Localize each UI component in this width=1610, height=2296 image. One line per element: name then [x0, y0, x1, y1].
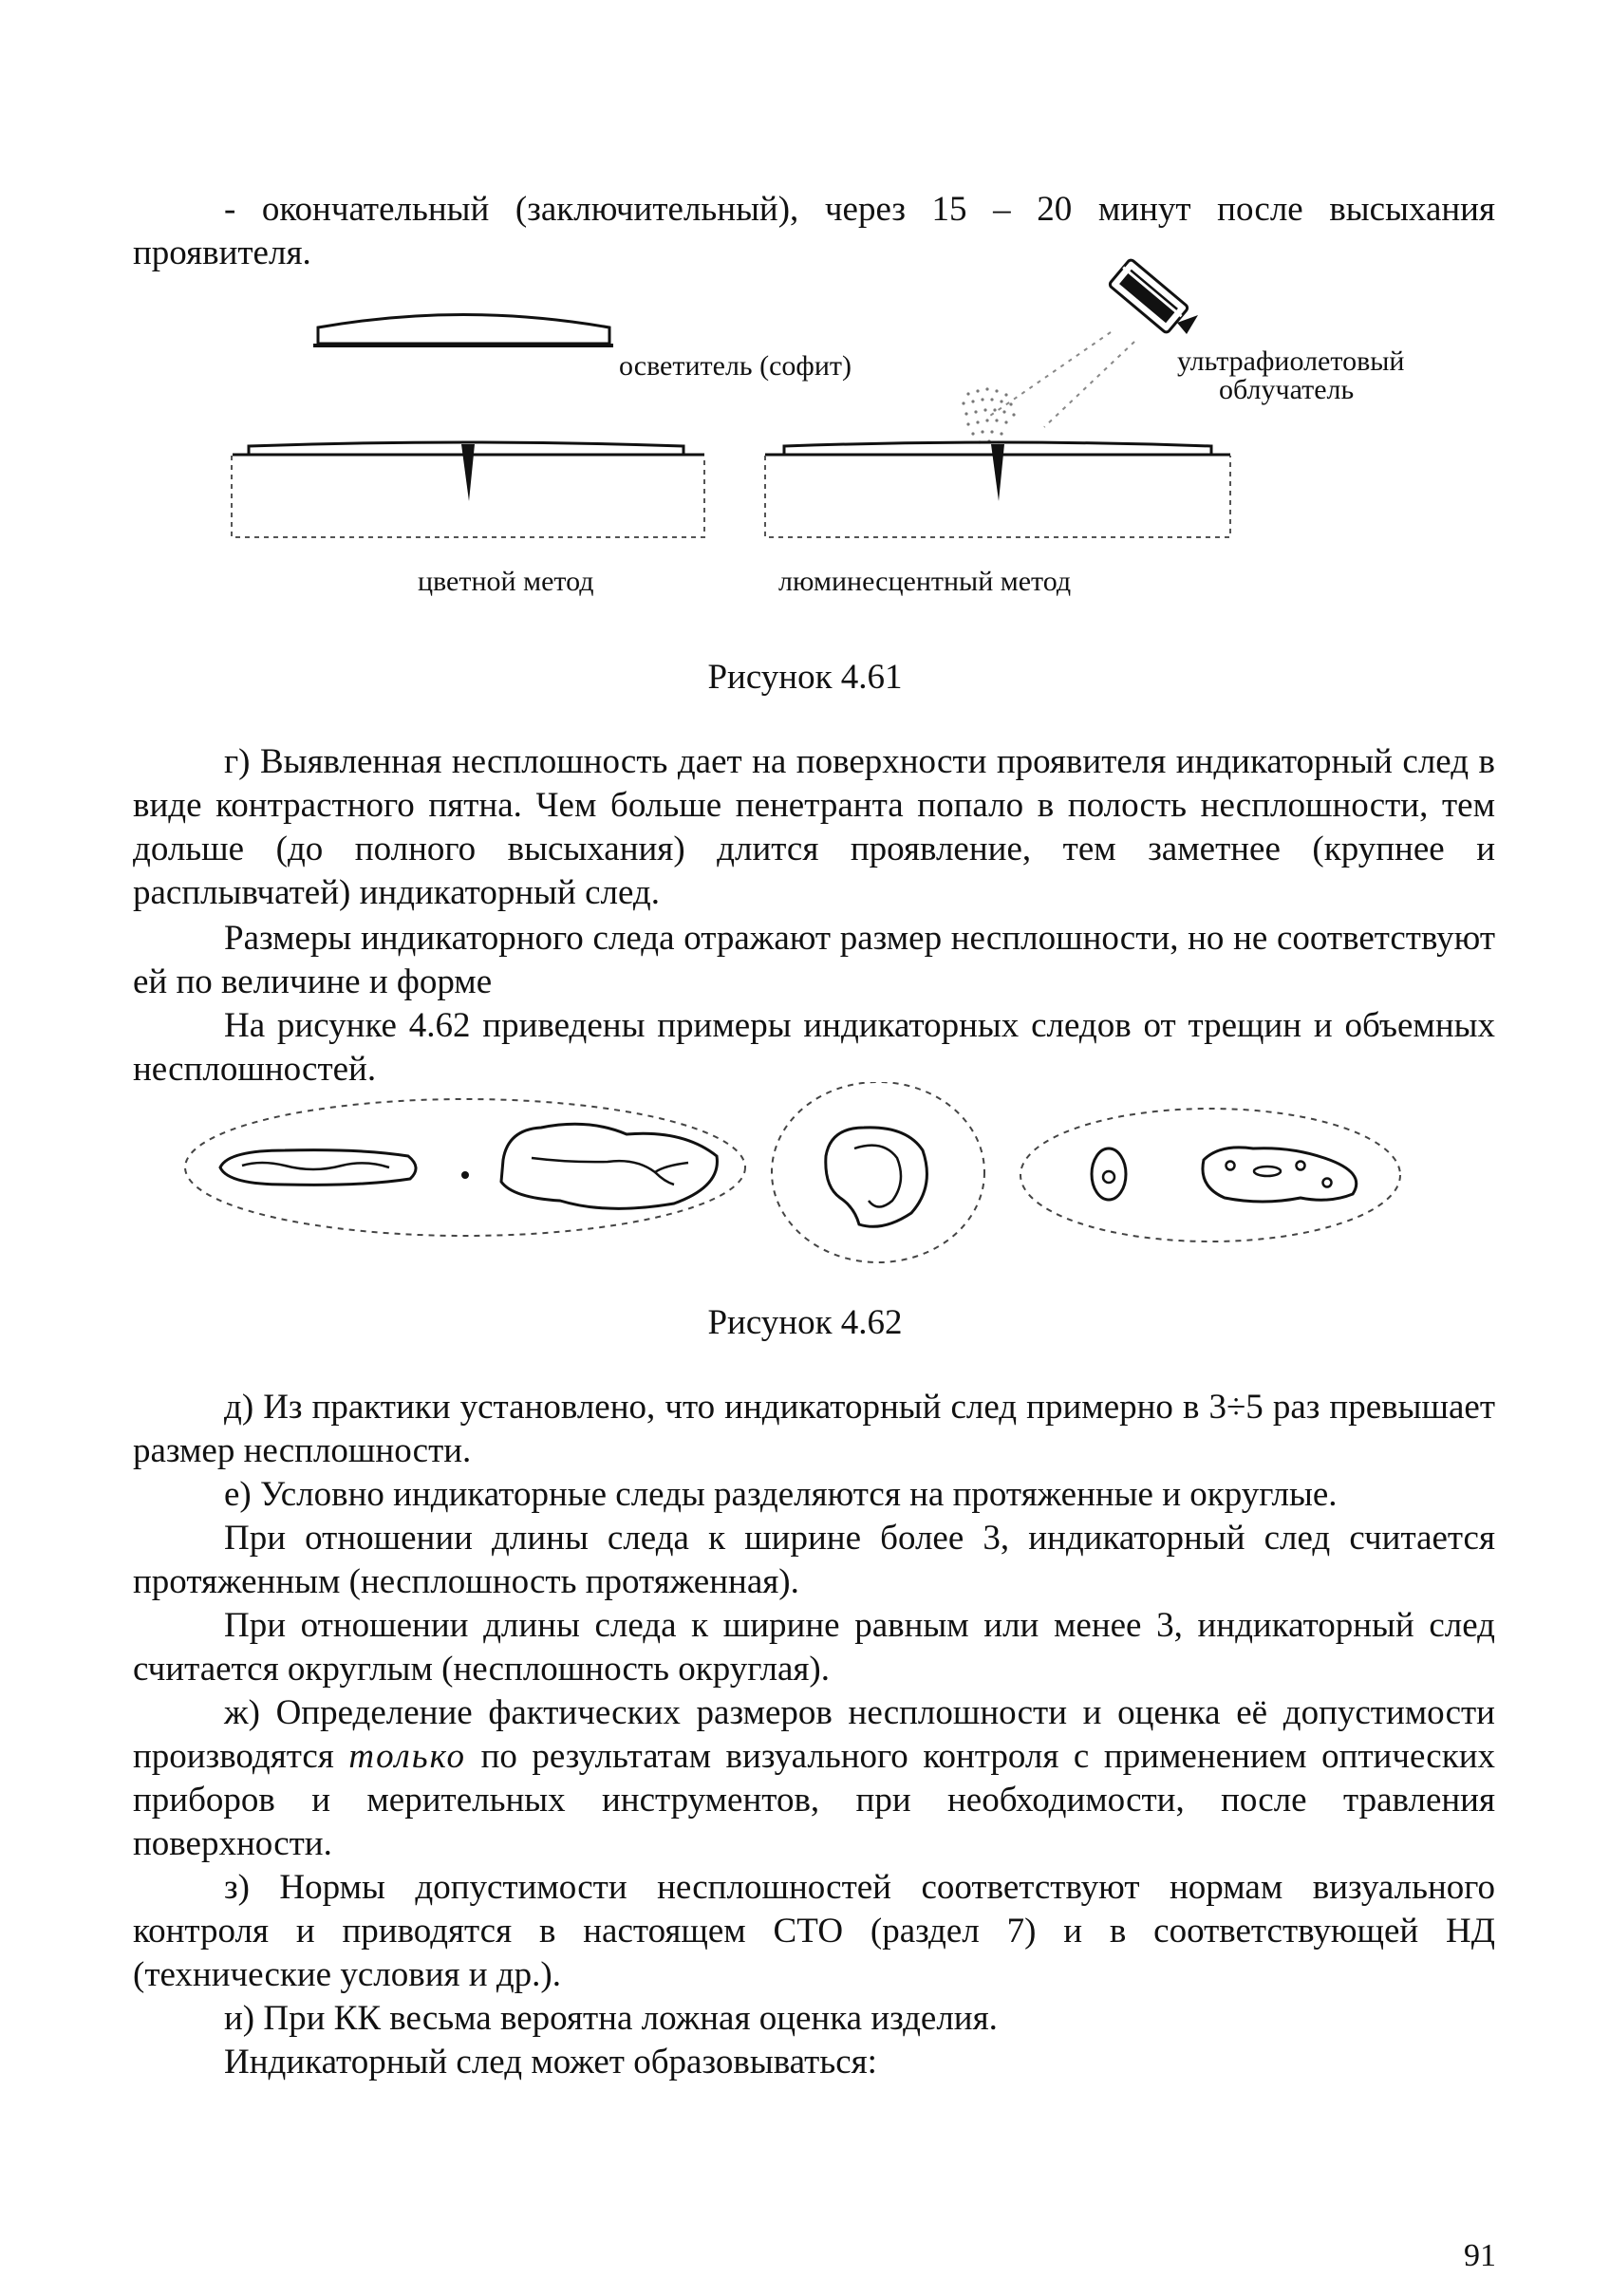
crack-trace-2	[501, 1124, 717, 1208]
paragraph-zh-start: ж) Определение фактических размеров несплошности и оценка её допустимости производятся	[133, 1693, 1495, 1776]
paragraph-zh	[133, 1691, 1495, 1866]
label-uv-1: ультрафиолетовый	[1177, 345, 1405, 377]
label-light: осветитель (софит)	[619, 350, 852, 382]
paragraph-sizes: Размеры индикаторного следа отражают размер несплошности, но не соответствуют ей по величине и форме	[133, 919, 1495, 1001]
label-uv-2: облучатель	[1219, 374, 1355, 405]
paragraph-long: При отношении длины следа к ширине более 3, индикаторный след считается протяженным (несплошность протяженная).	[133, 1519, 1495, 1601]
trace-group-single	[772, 1082, 984, 1262]
paragraph-round: При отношении длины следа к ширине равным или менее 3, индикаторный след считается округлым (несплошность округлая).	[133, 1606, 1495, 1689]
soffit-lamp-icon	[313, 315, 613, 346]
specimen-luminescent-method	[765, 442, 1230, 537]
uv-glow-dots	[962, 387, 1015, 443]
round-trace-1	[826, 1128, 927, 1226]
trace-group-elongated	[185, 1099, 745, 1236]
paragraph-zh-emphasis: только	[348, 1737, 467, 1776]
specimen-color-method	[232, 442, 704, 537]
paragraph-g: г) Выявленная несплошность дает на поверхности проявителя индикаторный след в виде контрастного пятна. Чем больше пенетранта попало в полость несплошности, тем дольше (до полного высыхания) длится проявление, тем заметнее (крупнее и расплывчатей) индикаторный след.	[133, 742, 1495, 912]
trace-group-round	[1020, 1109, 1400, 1241]
paragraph-fig-ref: На рисунке 4.62 приведены примеры индикаторных следов от трещин и объемных несплошностей.	[133, 1006, 1495, 1089]
paragraph-i: и) При КК весьма вероятна ложная оценка изделия.	[224, 1999, 998, 2038]
figure-4-62-caption: Рисунок 4.62	[707, 1303, 903, 1342]
page-number: 91	[1464, 2238, 1496, 2273]
label-lum-method: люминесцентный метод	[778, 566, 1072, 597]
paragraph-z: з) Нормы допустимости несплошностей соответствуют нормам визуального контроля и приводятся в настоящем СТО (раздел 7) и в соответствующей НД (технические условия и др.).	[133, 1868, 1495, 1994]
paragraph-e: е) Условно индикаторные следы разделяются на протяженные и округлые.	[224, 1475, 1338, 1514]
figure-4-61	[0, 247, 1610, 626]
intro-paragraph: - окончательный (заключительный), через 15 – 20 минут после высыхания проявителя.	[133, 190, 1495, 272]
paragraph-d: д) Из практики установлено, что индикаторный след примерно в 3÷5 раз превышает размер несплошности.	[133, 1388, 1495, 1470]
figure-4-61-caption: Рисунок 4.61	[707, 658, 903, 697]
uv-lamp-icon	[1109, 258, 1198, 334]
paragraph-last: Индикаторный след может образовываться:	[224, 2043, 877, 2081]
round-trace-2	[1092, 1148, 1126, 1200]
paragraph-zh-end: по результатам визуального контроля с применением оптических приборов и мерительных инструментов, при необходимости, после травления поверхности.	[133, 1737, 1495, 1863]
figure-4-62	[0, 1082, 1610, 1272]
label-color-method: цветной метод	[418, 566, 594, 597]
